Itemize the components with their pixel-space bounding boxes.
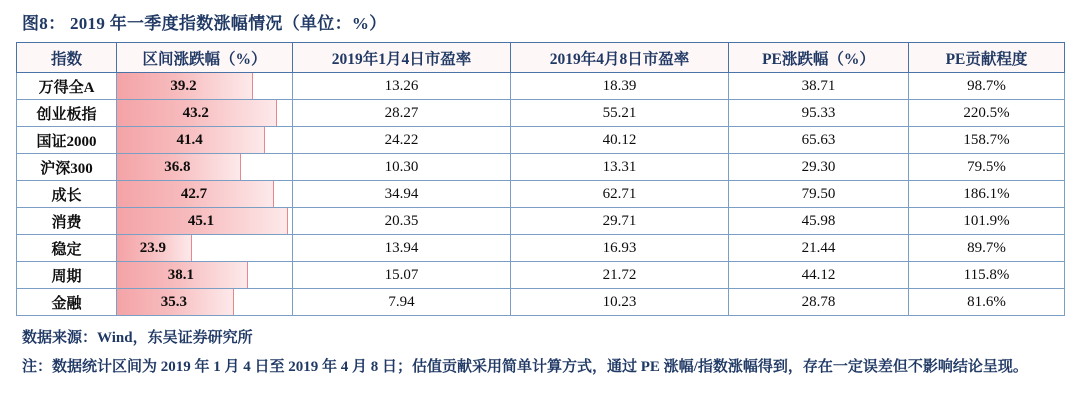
bar-value-label: 42.7 (180, 185, 208, 202)
cell-change-bar (117, 235, 293, 262)
cell-index-name: 成长 (17, 181, 117, 208)
data-source-note: 数据来源：Wind，东吴证券研究所 (22, 330, 253, 346)
cell-change-bar (117, 262, 293, 289)
cell-pe-end: 55.21 (511, 100, 729, 127)
bar-wrapper (117, 154, 292, 180)
cell-pe-change: 38.71 (729, 73, 909, 100)
cell-change-bar (117, 289, 293, 316)
cell-change-bar (117, 181, 293, 208)
table-row (17, 127, 1065, 154)
cell-pe-change: 44.12 (729, 262, 909, 289)
cell-pe-end: 13.31 (511, 154, 729, 181)
bar-wrapper (117, 127, 292, 153)
cell-pe-start: 10.30 (293, 154, 511, 181)
cell-change-bar (117, 73, 293, 100)
table-header-row (17, 43, 1065, 73)
table-row (17, 235, 1065, 262)
table-row (17, 100, 1065, 127)
cell-pe-end: 10.23 (511, 289, 729, 316)
cell-index-name: 万得全A (17, 73, 117, 100)
bar-value-label: 38.1 (167, 266, 194, 283)
cell-pe-contrib: 186.1% (909, 181, 1065, 208)
cell-pe-end: 16.93 (511, 235, 729, 262)
cell-pe-change: 29.30 (729, 154, 909, 181)
cell-index-name: 周期 (17, 262, 117, 289)
bar-value-label: 36.8 (164, 158, 191, 175)
cell-index-name: 国证2000 (17, 127, 117, 154)
cell-pe-end: 18.39 (511, 73, 729, 100)
cell-index-name: 金融 (17, 289, 117, 316)
cell-pe-change: 21.44 (729, 235, 909, 262)
cell-pe-end: 40.12 (511, 127, 729, 154)
table-row (17, 289, 1065, 316)
bar-wrapper (117, 181, 292, 207)
bar-value-label: 23.9 (139, 239, 166, 256)
cell-pe-change: 65.63 (729, 127, 909, 154)
table-row (17, 154, 1065, 181)
cell-index-name: 沪深300 (17, 154, 117, 181)
column-header-pe-contrib: PE贡献程度 (909, 43, 1065, 73)
column-header-pe-start: 2019年1月4日市盈率 (293, 43, 511, 73)
cell-change-bar (117, 100, 293, 127)
column-header-index: 指数 (17, 43, 117, 73)
cell-index-name: 消费 (17, 208, 117, 235)
cell-pe-start: 20.35 (293, 208, 511, 235)
cell-change-bar (117, 127, 293, 154)
cell-pe-change: 45.98 (729, 208, 909, 235)
cell-pe-change: 28.78 (729, 289, 909, 316)
bar-wrapper (117, 289, 292, 315)
table-row (17, 181, 1065, 208)
cell-pe-contrib: 158.7% (909, 127, 1065, 154)
cell-index-name: 稳定 (17, 235, 117, 262)
cell-pe-change: 95.33 (729, 100, 909, 127)
cell-pe-contrib: 89.7% (909, 235, 1065, 262)
cell-pe-end: 29.71 (511, 208, 729, 235)
bar-wrapper (117, 73, 292, 99)
bar-value-label: 39.2 (170, 77, 197, 94)
bar-value-label: 41.4 (176, 131, 203, 148)
column-header-pe-change: PE涨跌幅（%） (729, 43, 909, 73)
cell-pe-contrib: 101.9% (909, 208, 1065, 235)
cell-pe-contrib: 220.5% (909, 100, 1065, 127)
footnote: 注：数据统计区间为 2019 年 1 月 4 日至 2019 年 4 月 8 日；估值贡献采用简单计算方式，通过 PE 涨幅/指数涨幅得到，存在一定误差但不影响结论呈现。 (22, 359, 1028, 375)
bar-wrapper (117, 100, 292, 126)
cell-change-bar (117, 154, 293, 181)
notes-block (16, 326, 1064, 379)
cell-change-bar (117, 208, 293, 235)
cell-index-name: 创业板指 (17, 100, 117, 127)
cell-pe-start: 13.94 (293, 235, 511, 262)
cell-pe-start: 34.94 (293, 181, 511, 208)
column-header-pe-end: 2019年4月8日市盈率 (511, 43, 729, 73)
cell-pe-start: 15.07 (293, 262, 511, 289)
cell-pe-end: 62.71 (511, 181, 729, 208)
column-header-change: 区间涨跌幅（%） (117, 43, 293, 73)
table-body (17, 73, 1065, 316)
figure-title: 图8： 2019 年一季度指数涨幅情况（单位：%） (22, 14, 387, 33)
cell-pe-start: 24.22 (293, 127, 511, 154)
bar-value-label: 35.3 (160, 293, 187, 310)
bar-wrapper (117, 235, 292, 261)
bar-value-label: 45.1 (187, 212, 215, 229)
cell-pe-start: 7.94 (293, 289, 511, 316)
table-row (17, 262, 1065, 289)
bar-wrapper (117, 262, 292, 288)
cell-pe-contrib: 79.5% (909, 154, 1065, 181)
table-row (17, 208, 1065, 235)
bar-wrapper (117, 208, 292, 234)
index-return-table (16, 42, 1065, 316)
bar-value-label: 43.2 (182, 104, 209, 121)
cell-pe-change: 79.50 (729, 181, 909, 208)
table-row (17, 73, 1065, 100)
cell-pe-contrib: 115.8% (909, 262, 1065, 289)
cell-pe-contrib: 98.7% (909, 73, 1065, 100)
cell-pe-start: 28.27 (293, 100, 511, 127)
cell-pe-contrib: 81.6% (909, 289, 1065, 316)
cell-pe-start: 13.26 (293, 73, 511, 100)
cell-pe-end: 21.72 (511, 262, 729, 289)
